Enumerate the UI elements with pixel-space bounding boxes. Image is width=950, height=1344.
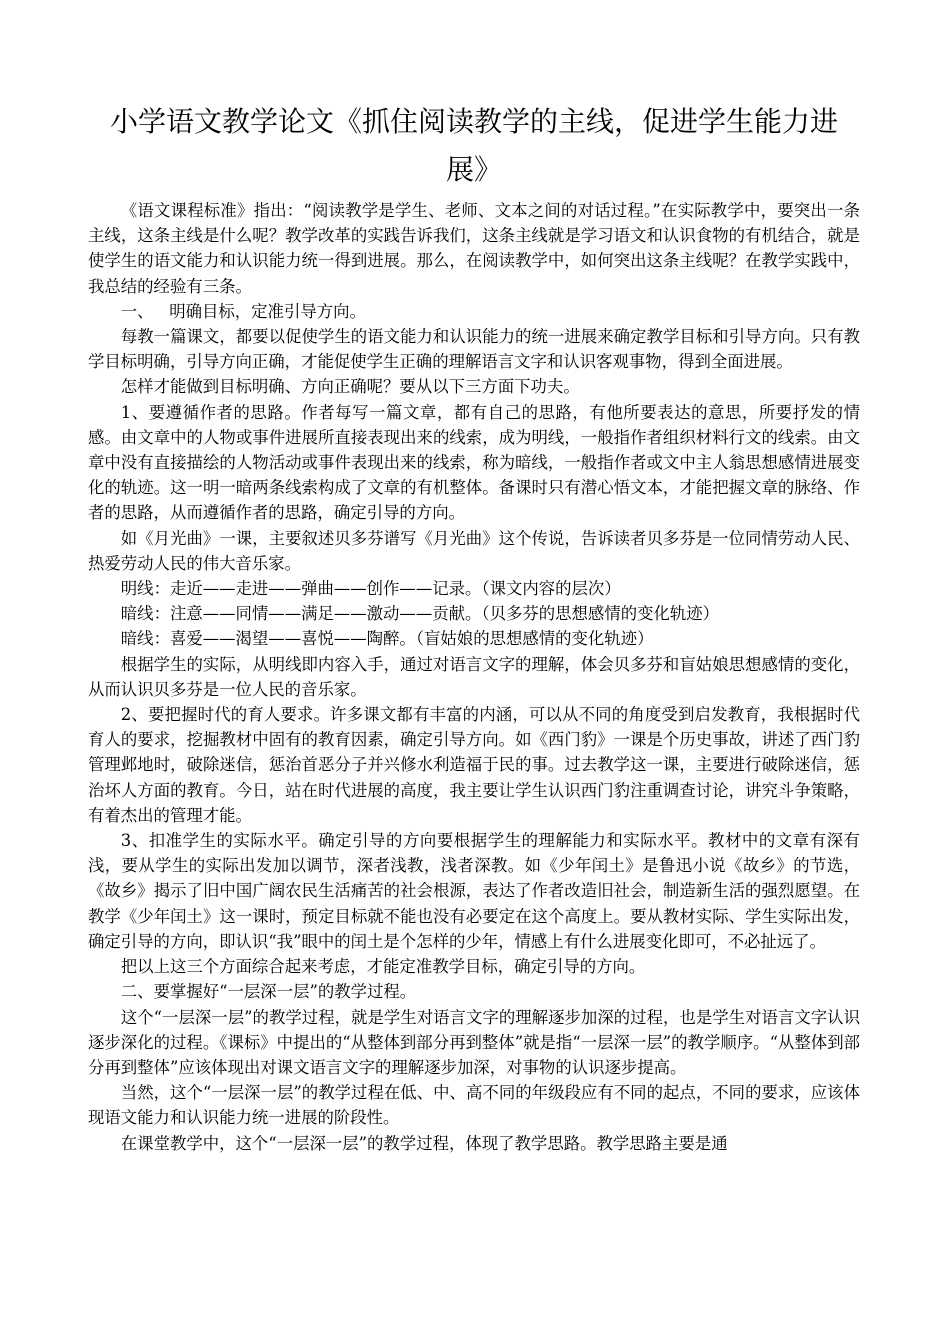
paragraph: 每教一篇课文，都要以促使学生的语文能力和认识能力的统一进展来确定教学目标和引导方向。只有教学目标明确，引导方向正确，才能促使学生正确的理解语言文字和认识客观事物，得到全面进展。 bbox=[88, 327, 860, 372]
paragraph: 在课堂教学中，这个“一层深一层”的教学过程，体现了教学思路。教学思路主要是通 bbox=[120, 1133, 728, 1153]
section-heading-1: 一、 明确目标，定准引导方向。 bbox=[120, 301, 366, 321]
paragraph: 当然，这个“一层深一层”的教学过程在低、中、高不同的年级段应有不同的起点，不同的要求，应该体现语文能力和认识能力统一进展的阶段性。 bbox=[88, 1083, 860, 1128]
paragraph-clue-implicit: 暗线：喜爱——渴望——喜悦——陶醉。（盲姑娘的思想感情的变化轨迹） bbox=[120, 629, 654, 649]
paragraph: 根据学生的实际，从明线即内容入手，通过对语言文字的理解，体会贝多芬和盲姑娘思想感情的变化，从而认识贝多芬是一位人民的音乐家。 bbox=[88, 654, 860, 699]
paragraph-point-2: 2、要把握时代的育人要求。许多课文都有丰富的内涵，可以从不同的角度受到启发教育，我根据时代育人的要求，挖掘教材中固有的教育因素，确定引导方向。如《西门豹》一课是个历史事故，讲述了西门豹管理邺地时，破除迷信，惩治首恶分子并兴修水利造福于民的事。过去教学这一课，主要进行破除迷信，惩治坏人方面的教育。今日，站在时代进展的高度，我主要让学生认识西门豹注重调查讨论，讲究斗争策略，有着杰出的管理才能。 bbox=[88, 705, 860, 825]
paragraph-clue-explicit: 明线：走近——走进——弹曲——创作——记录。（课文内容的层次） bbox=[120, 579, 621, 599]
paragraph: 怎样才能做到目标明确、方向正确呢？要从以下三方面下功夫。 bbox=[120, 377, 580, 397]
paragraph: 这个“一层深一层”的教学过程，就是学生对语言文字的理解逐步加深的过程，也是学生对语言文字认识逐步深化的过程。《课标》中提出的“从整体到部分再到整体”就是指“一层深一层”的教学顺序。“从整体到部分再到整体”应该体现出对课文语言文字的理解逐步加深，对事物的认识逐步提高。 bbox=[88, 1007, 860, 1077]
paragraph-point-3: 3、扣准学生的实际水平。确定引导的方向要根据学生的理解能力和实际水平。教材中的文章有深有浅，要从学生的实际出发加以调节，深者浅教，浅者深教。如《少年闰土》是鲁迅小说《故乡》的节选，《故乡》揭示了旧中国广阔农民生活痛苦的社会根源，表达了作者改造旧社会，制造新生活的强烈愿望。在教学《少年闰土》这一课时，预定目标就不能也没有必要定在这个高度上。要从教材实际、学生实际出发，确定引导的方向，即认识“我”眼中的闰土是个怎样的少年，情感上有什么进展变化即可，不必扯远了。 bbox=[88, 831, 860, 951]
document-page bbox=[88, 98, 860, 1156]
paragraph-point-1: 1、要遵循作者的思路。作者每写一篇文章，都有自己的思路，有他所要表达的意思，所要抒发的情感。由文章中的人物或事件进展所直接表现出来的线索，成为明线，一般指作者组织材料行文的线索。由文章中没有直接描绘的人物活动或事件表现出来的线索，称为暗线，一般指作者或文中主人翁思想感情进展变化的轨迹。这一明一暗两条线索构成了文章的有机整体。备课时只有潜心悟文本，才能把握文章的脉络、作者的思路，从而遵循作者的思路，确定引导的方向。 bbox=[88, 402, 860, 523]
section-heading-2: 二、要掌握好“一层深一层”的教学过程。 bbox=[120, 982, 417, 1002]
document-title: 小学语文教学论文《抓住阅读教学的主线，促进学生能力进展》 bbox=[109, 105, 838, 186]
paragraph-example: 如《月光曲》一课，主要叙述贝多芬谱写《月光曲》这个传说，告诉读者贝多芬是一位同情劳动人民、热爱劳动人民的伟大音乐家。 bbox=[88, 528, 860, 573]
paragraph-clue-implicit: 暗线：注意——同情——满足——激动——贡献。（贝多芬的思想感情的变化轨迹） bbox=[120, 604, 720, 624]
paragraph-summary: 把以上这三个方面综合起来考虑，才能定准教学目标，确定引导的方向。 bbox=[120, 957, 646, 977]
document-body bbox=[88, 198, 860, 1156]
paragraph-intro: 《语文课程标准》指出：“阅读教学是学生、老师、文本之间的对话过程。”在实际教学中，要突出一条主线，这条主线是什么呢？教学改革的实践告诉我们，这条主线就是学习语文和认识食物的有机结合，就是使学生的语文能力和认识能力统一得到进展。那么，在阅读教学中，如何突出这条主线呢？在教学实践中，我总结的经验有三条。 bbox=[88, 201, 860, 296]
